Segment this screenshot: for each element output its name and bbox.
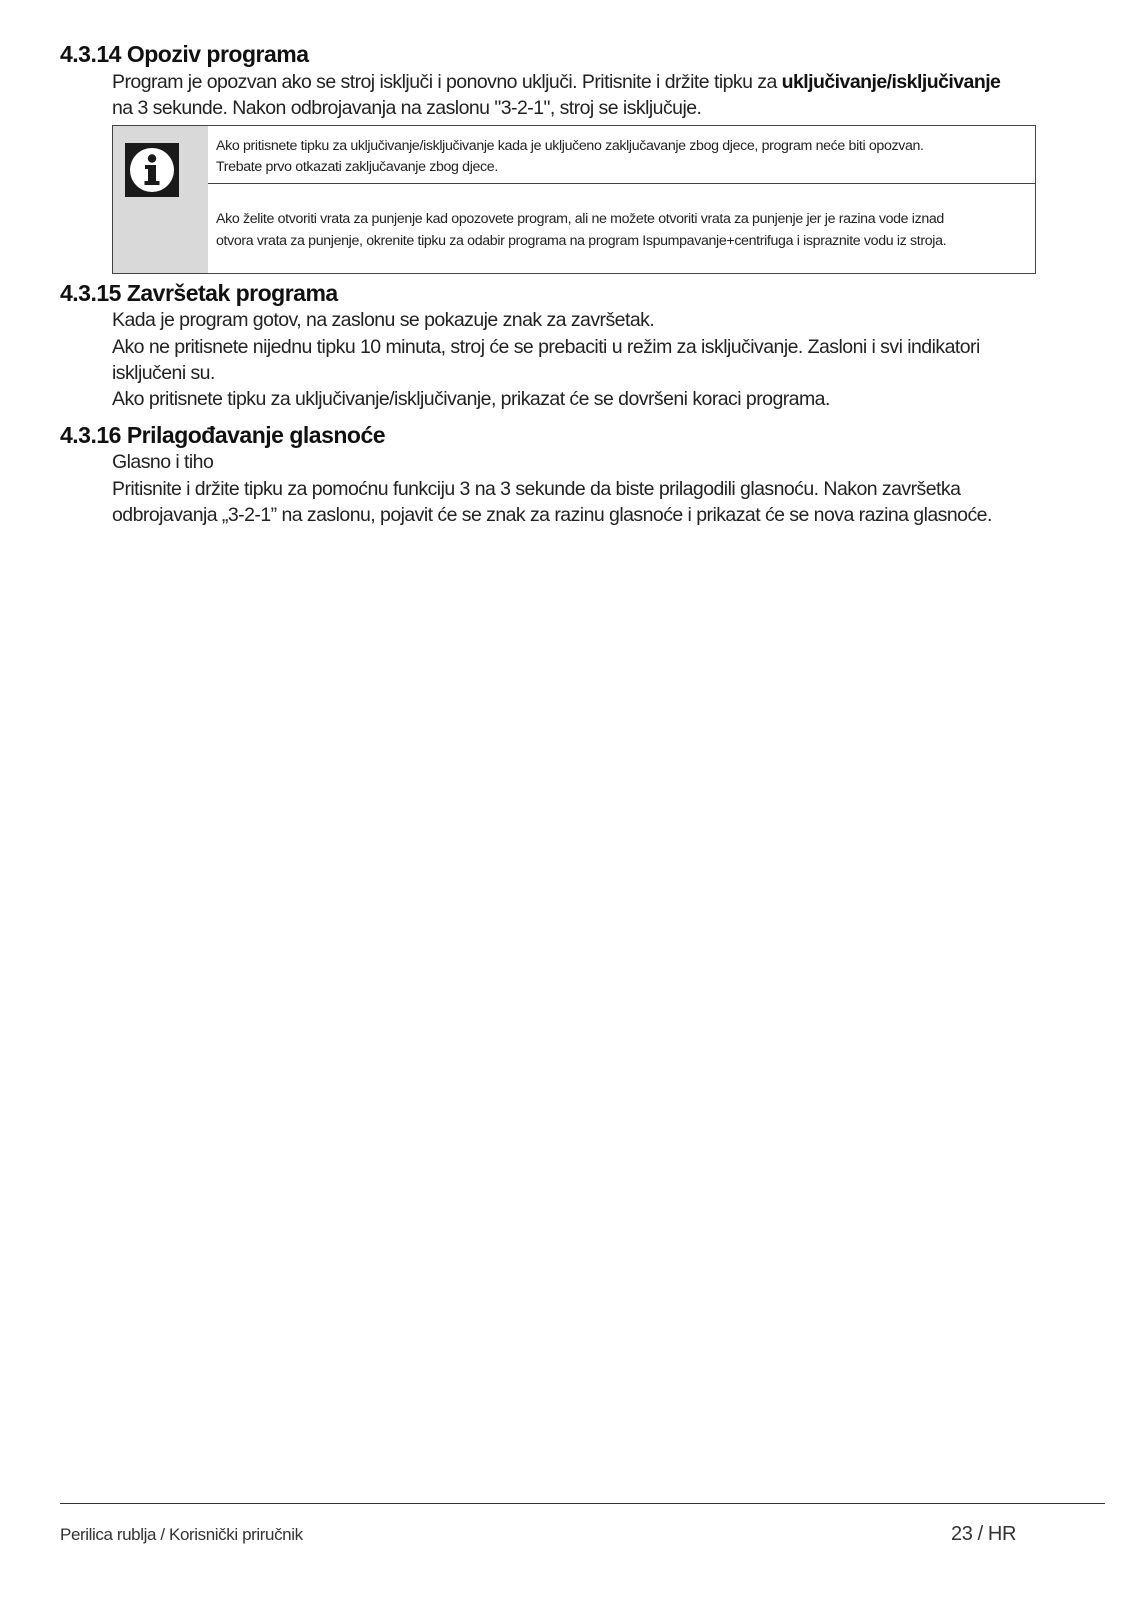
footer-divider — [60, 1503, 1105, 1504]
section-paragraph: Glasno i tiho — [112, 451, 214, 473]
info-note-box — [112, 125, 1036, 274]
note-divider — [208, 183, 1035, 184]
page-number: 23 / HR — [951, 1523, 1017, 1545]
note-text-line: otvora vrata za punjenje, okrenite tipku za odabir programa na program Ispumpavanje+centrifuga i ispraznite vodu iz stroja. — [216, 233, 947, 249]
info-icon — [125, 143, 179, 197]
emphasis-text: uključivanje/isključivanje — [781, 71, 1001, 93]
section-paragraph: Kada je program gotov, na zaslonu se pokazuje znak za završetak. — [112, 309, 655, 331]
section-heading-glasnoca: 4.3.16 Prilagođavanje glasnoće — [60, 422, 386, 448]
note-text-line: Trebate prvo otkazati zaključavanje zbog djece. — [216, 159, 498, 175]
section-paragraph: Pritisnite i držite tipku za pomoćnu funkciju 3 na 3 sekunde da biste prilagodili glasnoću. Nakon završetka — [112, 478, 961, 500]
section-paragraph: isključeni su. — [112, 362, 215, 384]
note-text-line: Ako pritisnete tipku za uključivanje/isključivanje kada je uključeno zaključavanje zbog djece, program neće biti opozvan. — [216, 138, 924, 154]
section-paragraph: na 3 sekunde. Nakon odbrojavanja na zaslonu "3-2-1", stroj se isključuje. — [112, 97, 702, 119]
section-heading-opoziv: 4.3.14 Opoziv programa — [60, 41, 309, 67]
note-text-line: Ako želite otvoriti vrata za punjenje kad opozovete program, ali ne možete otvoriti vrata za punjenje jer je razina vode iznad — [216, 211, 944, 227]
section-paragraph — [112, 69, 1000, 95]
section-paragraph: odbrojavanja „3-2-1” na zaslonu, pojavit će se znak za razinu glasnoće i prikazat će se nova razina glasnoće. — [112, 504, 992, 526]
footer-title: Perilica rublja / Korisnički priručnik — [60, 1525, 303, 1544]
section-paragraph: Ako ne pritisnete nijednu tipku 10 minuta, stroj će se prebaciti u režim za isključivanje. Zasloni i svi indikatori — [112, 336, 980, 358]
section-heading-zavrsetak: 4.3.15 Završetak programa — [60, 280, 338, 306]
paragraph-text: Program je opozvan ako se stroj isključi i ponovno uključi. Pritisnite i držite tipku za — [112, 71, 782, 93]
note-gutter — [113, 126, 208, 273]
section-paragraph: Ako pritisnete tipku za uključivanje/isključivanje, prikazat će se dovršeni koraci programa. — [112, 388, 830, 410]
